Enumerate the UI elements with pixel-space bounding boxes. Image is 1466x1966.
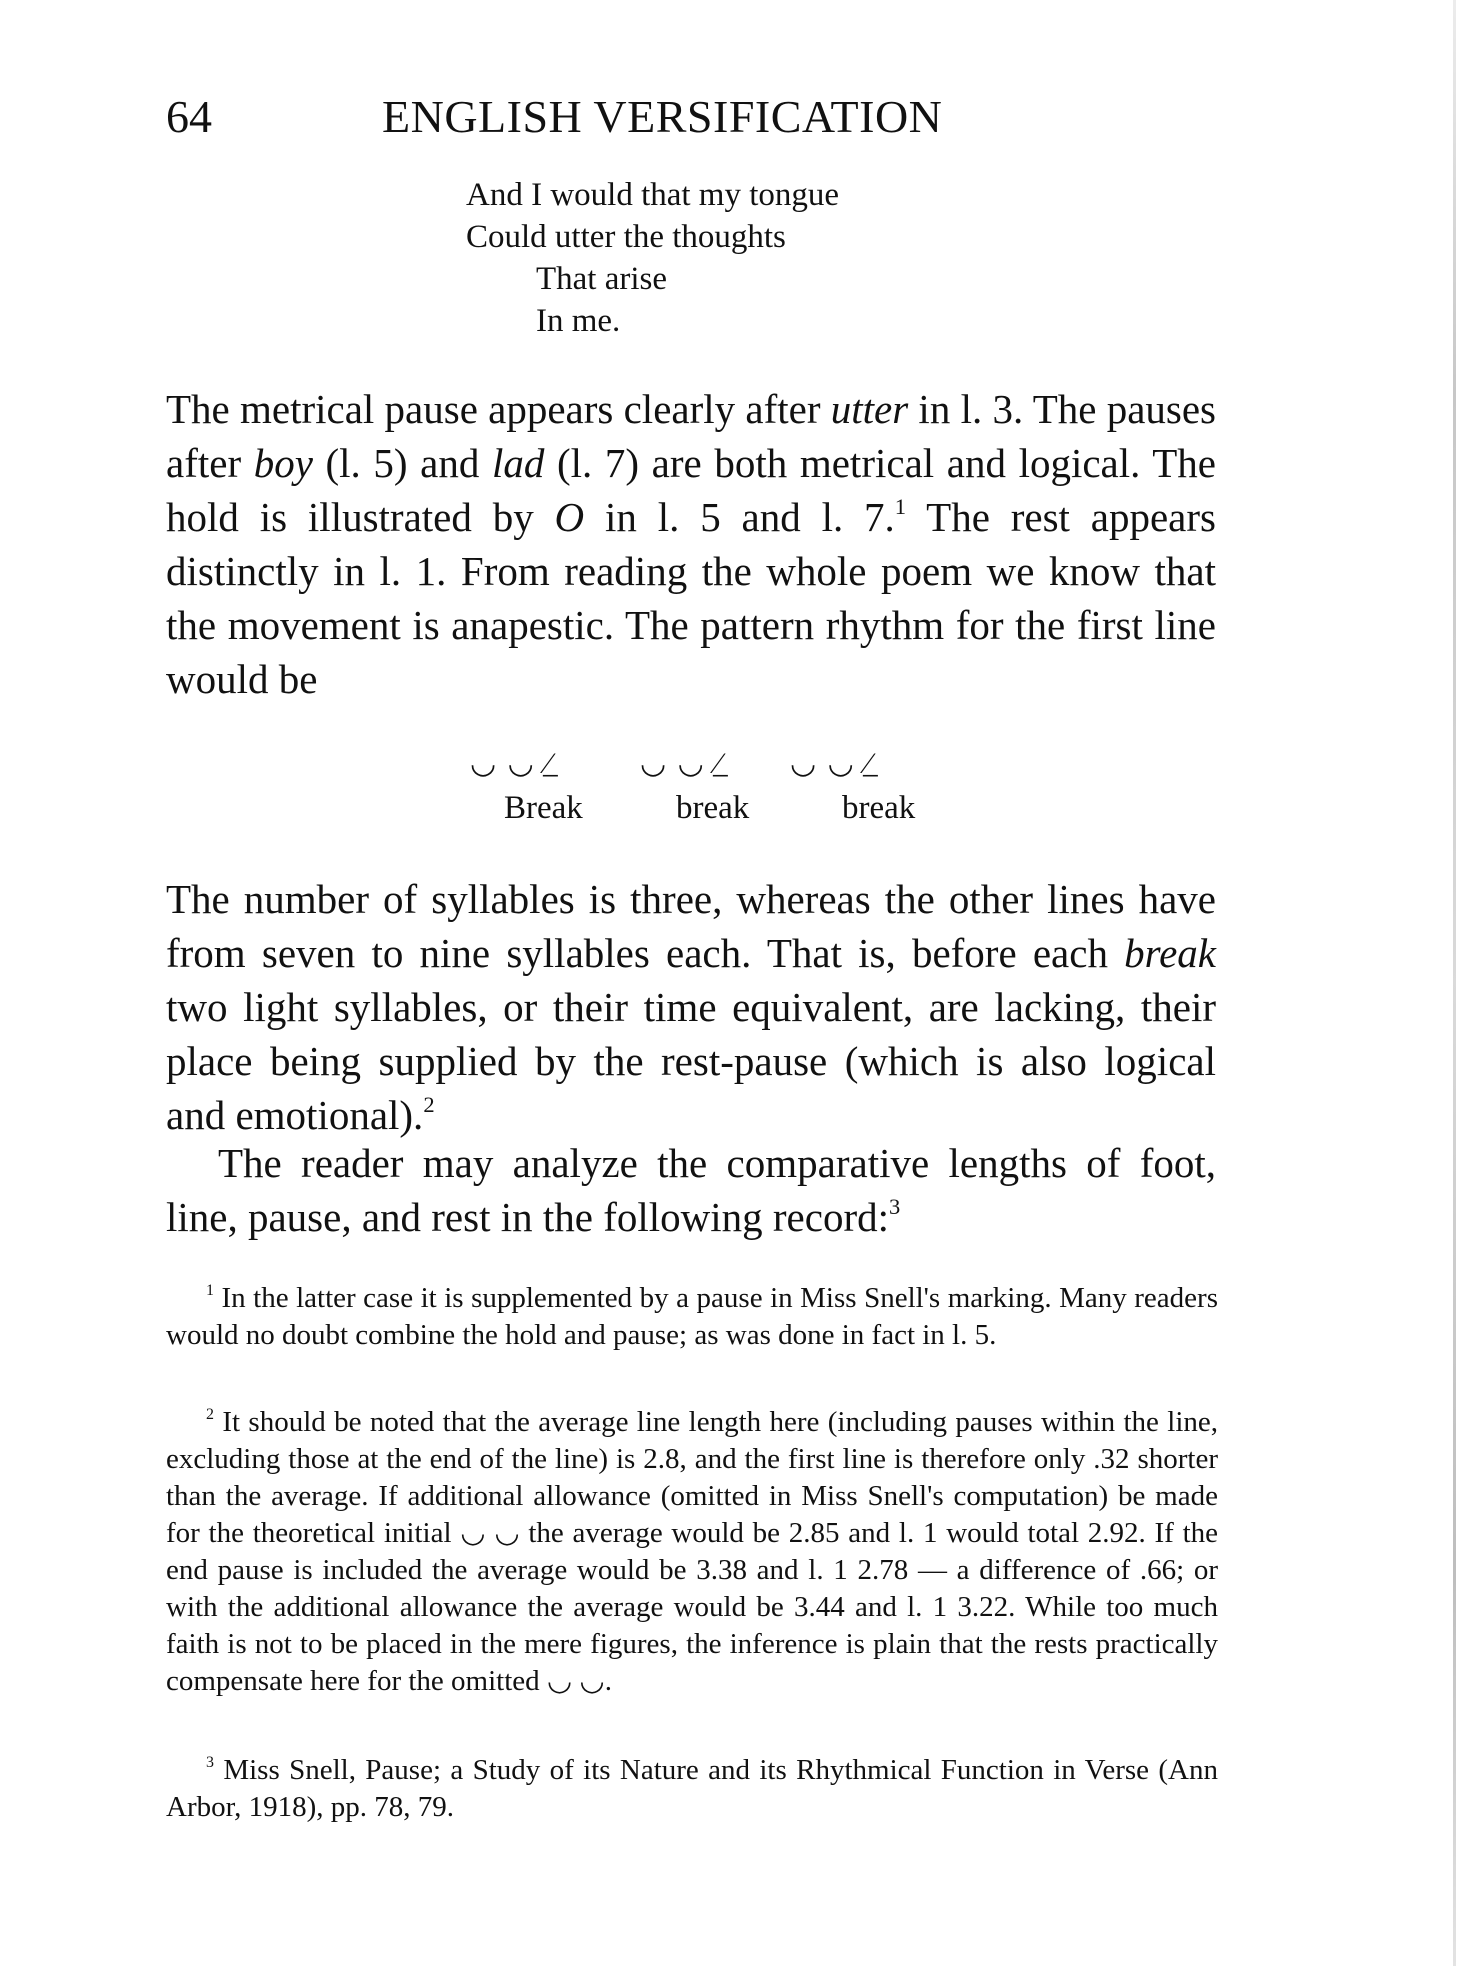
footnote-text: It should be noted that the average line length here (including pauses within the line, excluding those at the end of the line) is 2.8, and the first line is therefore only .32 shorter than the average. If additional allowance (omitted in Miss Snell's computation) be made for the theoretical initial ◡ ◡ the average would be 2.85 and l. 1 would total 2.92. If the end pause is included the average would be 3.38 and l. 1 2.78 — a difference of .66; or with the additional allowance the average would be 3.44 and l. 1 3.22. While too much faith is not to be placed in the mere figures, the inference is plain that the rests practically compensate here for the omitted ◡ ◡. (166, 1406, 1218, 1697)
text-run: in l. 3. The pauses after (166, 386, 1217, 486)
running-title: ENGLISH VERSIFICATION (382, 91, 943, 142)
emphasis-word: O (554, 494, 585, 540)
footnote (166, 1404, 1218, 1700)
footnote-ref[interactable]: 3 (889, 1194, 901, 1220)
footnote-text: Miss Snell, Pause; a Study of its Nature and its Rhythmical Function in Verse (Ann Arbor, 1918), pp. 78, 79. (166, 1754, 1218, 1823)
scansion-word: break (676, 790, 750, 826)
emphasis-word: break (1124, 930, 1216, 976)
text-run: (l. 5) and (312, 440, 492, 486)
paragraph-syllables (166, 872, 1216, 1142)
page-number: 64 (166, 91, 212, 142)
scansion-word: break (842, 790, 916, 826)
foot-mark: ◡ ◡ ⁄̲ (470, 747, 553, 780)
footnote-mark: 1 (206, 1281, 214, 1299)
emphasis-word: lad (492, 440, 545, 486)
footnote-ref[interactable]: 2 (423, 1092, 435, 1118)
emphasis-word: utter (830, 386, 909, 432)
poem-excerpt (466, 174, 839, 342)
poem-line: In me. (536, 303, 621, 339)
emphasis-word: boy (253, 440, 313, 486)
footnote-mark: 3 (206, 1753, 214, 1771)
footnote-text: In the latter case it is supplemented by a pause in Miss Snell's marking. Many readers would no doubt combine the hold and pause; as was done in fact in l. 5. (166, 1282, 1218, 1351)
text-run: two light syllables, or their time equivalent, are lacking, their place being supplied by the rest-pause (which is also logical and emotional). (166, 984, 1216, 1138)
text-run: The rest appears distinctly in l. 1. From reading the whole poem we know that the movement is anapestic. The pattern rhythm for the first line would be (166, 494, 1216, 702)
text-run: (l. 7) are both metrical and logical. The hold is illustrated by (166, 440, 1216, 540)
paragraph-record-intro (166, 1136, 1216, 1244)
footnote (166, 1752, 1218, 1826)
poem-line: Could utter the thoughts (466, 219, 786, 255)
foot-mark: ◡ ◡ ⁄̲ (640, 747, 723, 780)
text-run: The metrical pause appears clearly after (166, 386, 831, 432)
footnote-ref[interactable]: 1 (894, 494, 907, 520)
text-run: The number of syllables is three, whereas the other lines have from seven to nine syllables each. That is, before each (166, 876, 1216, 976)
text-run: The reader may analyze the comparative lengths of foot, line, pause, and rest in the following record: (166, 1140, 1216, 1240)
text-run: in l. 5 and l. 7. (584, 494, 895, 540)
poem-line: That arise (536, 261, 668, 297)
page-edge-shadow (1453, 0, 1456, 1966)
footnote (166, 1280, 1218, 1354)
footnote-mark: 2 (206, 1405, 214, 1423)
foot-mark: ◡ ◡ ⁄̲ (790, 747, 873, 780)
scansion-pattern (470, 748, 970, 828)
poem-line: And I would that my tongue (466, 177, 840, 213)
paragraph-metrical-pause (166, 382, 1216, 706)
scansion-word: Break (504, 790, 583, 826)
